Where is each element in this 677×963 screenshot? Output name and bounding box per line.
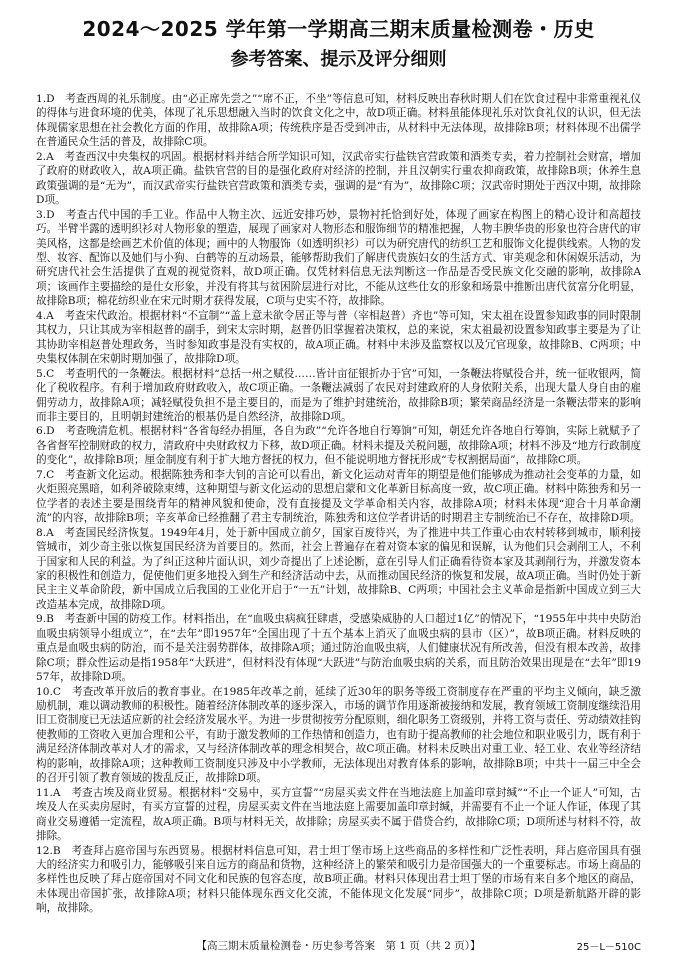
answer-number: 10.C [36, 685, 61, 698]
answer-item [36, 424, 641, 467]
answer-item [36, 150, 641, 208]
page-footer [0, 938, 677, 954]
answer-explanation: 考查国民经济恢复。1949年4月，处于新中国成立前夕，国家百废待兴，为了推进中共工作重心由农村转移到城市，顺利接管城市，刘少奇主张以恢复国民经济为首要目的。然而，社会上普遍存在着对资本家的偏见和误解，认为他们只会剥削工人，不利于国家和人民的利益。为了纠正这种片面认识，刘少奇提出了上述论断，意在引导人们正确看待资本家及其剥削行为，并激发资本家的积极性和创造力，促使他们更多地投入到生产和经济活动中去，从而推动国民经济的恢复和发展，故A项正确。当时仍处于新民主主义革命阶段，新中国成立后我国的工业化开启于“一五”计划，故排除B、C两项；中国社会主义革命是指新中国成立到三大改造基本完成，故排除D项。 [36, 526, 641, 611]
page-subtitle: 参考答案、提示及评分细则 [230, 49, 447, 70]
answer-item [36, 612, 641, 684]
footer-code: 25－L－510C [576, 942, 641, 953]
footer-page-info: 【高三期末质量检测卷・历史参考答案 第 1 页（共 2 页）】 [196, 940, 481, 952]
answer-number: 7.C [36, 468, 55, 481]
answer-explanation: 考查宋代政治。根据材料“不宣制”“盖上意未欲令居正等与普（宰相赵普）齐也”等可知，宋太祖在设置参知政事的同时限制其权力，只让其成为宰相赵普的副手，到宋太宗时期，赵普仍旧掌握着决策权，总的来说，宋太祖最初设置参知政事主要是为了让其协助宰相赵普处理政务，当时参知政事是没有实权的，故A项正确。材料中未涉及监察权以及冗官现象，故排除B、C两项；中央集权体制在宋朝时期加强了，故排除D项。 [36, 309, 641, 366]
answer-number: 6.D [36, 425, 55, 438]
answer-number: 5.C [36, 367, 55, 380]
answer-explanation: 考查西周的礼乐制度。由“必正席先尝之”“席不正，不坐”等信息可知，材料反映出春秋时期人们在饮食过程中非常重视礼仪的得体与进食环境的优美，体现了礼乐思想融入当时的饮食文化之中，故D项正确。材料虽能体现礼乐对饮食礼仪的认识，但无法体现儒家思想在社会教化方面的作用，故排除A项；传统秩序是否受到冲击，从材料中无法体现，故排除B项；材料体现不出儒学在普通民众生活的普及，故排除C项。 [36, 93, 641, 149]
page-title: 2024～2025 学年第一学期高三期末质量检测卷・历史 [82, 17, 595, 41]
answer-number: 1.D [36, 93, 55, 105]
answer-explanation: 考查古埃及商业贸易。根据材料“交易中，买方宣誓”“房屋买卖文件在当地法庭上加盖印章封缄”“不止一个证人”可知，古埃及人在买卖房屋时，有买方宣誓的过程，房屋买卖文件在当地法庭上需要加盖印章封缄，并需要有不止一个证人作证，体现了其商业交易遵循一定流程，故A项正确。B项与材料无关，故排除；房屋买卖不属于借贷合约，故排除C项；D项所述与材料不符，故排除。 [36, 786, 641, 843]
answer-item [36, 309, 641, 367]
answer-explanation: 考查拜占庭帝国与东西贸易。根据材料信息可知，君士坦丁堡市场上这些商品的多样性和广泛性表明，拜占庭帝国具有强大的经济实力和吸引力，能够吸引来自远方的商品和货物，这种经济上的繁荣和吸引力是帝国强大的一个重要标志。市场上商品的多样性也反映了拜占庭帝国对不同文化和民族的包容态度，故B项正确。材料只体现出君士坦丁堡的市场有来自多个地区的商品，未体现出帝国扩张，故排除A项；材料只能体现东西文化交流，不能体现文化发展“同步”，故排除C项；D项是新航路开辟的影响，故排除。 [36, 844, 641, 915]
answer-number: 2.A [36, 150, 54, 163]
answer-explanation: 考查改革开放后的教育事业。在1985年改革之前，延续了近30年的职务等级工资制度存在严重的平均主义倾向，缺乏激励机制，难以调动教师的积极性。随着经济体制改革的逐步深入，市场的调节作用逐渐被接纳和发展，教育领域工资制度继续沿用旧工资制度已无法适应新的社会经济发展水平。为进一步贯彻按劳分配原则，细化职务工资级别，并将工资与责任、劳动绩效挂钩使教师的工资收入更加合理和公平，有助于激发教师的工作热情和创造力，也有助于提高教师的社会地位和职业吸引力，既有利于满足经济体制改革对人才的需求，又与经济体制改革的理念相契合，故C项正确。材料未反映出对重工业、轻工业、农业等经济结构的影响，故排除A项；这种教师工资制度只涉及中小学教师，无法体现出对教育体系的影响，故排除B项；中共十一届三中全会的召开引领了教育领域的拨乱反正，故排除D项。 [36, 685, 641, 785]
answer-number: 9.B [36, 613, 54, 626]
answer-item [36, 468, 641, 526]
answer-number: 4.A [36, 309, 54, 322]
answer-explanation: 考查古代中国的手工业。作品中人物主次、远近安排巧妙，景物衬托恰到好处，体现了画家在构图上的精心设计和高超技巧。半臂半露的透明织衫对人物形象的塑造，展现了画家对人物形态和服饰细节的精准把握，人物丰腴华贵的形象也符合唐代的审美风格，这都是绘画艺术价值的体现；画中的人物服饰（如透明织衫）可以为研究唐代的纺织工艺和服饰文化提供线索。人物的发型、妆容、配饰以及她们与小狗、白鹤等的互动场景，能够帮助我们了解唐代贵族妇女的生活方式、审美观念和休闲娱乐活动，为研究唐代社会生活提供了直观的视觉资料，故D项正确。仅凭材料信息无法判断这一作品是否受民族文化交融的影响，故排除A项；该画作主要描绘的是仕女形象，并没有将其与贫困阶层进行对比，不能从这些仕女的形象和场景中推断出唐代贫富分化明显，故排除B项；棉花纺织业在宋元时期才获得发展，C项与史实不符，故排除。 [36, 208, 641, 308]
answer-item [36, 685, 641, 786]
answer-number: 11.A [36, 786, 61, 799]
answer-item [36, 92, 641, 150]
answer-item [36, 367, 641, 425]
answer-item [36, 844, 641, 916]
answer-explanation: 考查晚清危机。根据材料“各省每经办捐厘，各自为政”“允许各地自行筹饷”可知，朝廷允许各地自行筹饷，实际上就赋予了各省督军控制财政的权力，清政府中央财政权力下移，故D项正确。材料未提及关税问题，故排除A项；材料不涉及“地方行政制度的变化”，故排除B项；厘金制度有利于扩大地方督抚的权力，但不能说明地方督抚形成“专权割据局面”，故排除C项。 [36, 425, 641, 467]
answer-explanation: 考查新文化运动。根据陈独秀和李大钊的言论可以看出，新文化运动对青年的期望是他们能够成为推动社会变革的力量，如火炬照亮黑暗，如利斧破除束缚，这种期望与新文化运动的思想启蒙和文化革新目标高度一致，故C项正确。材料中陈独秀和另一位学者的表述主要是围绕青年的精神风貌和使命，没有直接提及文学革命相关内容，故排除A项；材料未体现“迎合十月革命潮流”的内容，故排除B项；辛亥革命已经推翻了君主专制统治，陈独秀和这位学者讲话的时期君主专制统治已不存在，故排除D项。 [36, 468, 641, 525]
answer-item [36, 786, 641, 844]
answer-explanation: 考查西汉中央集权的巩固。根据材料并结合所学知识可知，汉武帝实行盐铁官营政策和酒类专卖，着力控制社会财富，增加了政府的财政收入，故A项正确。盐铁官营的目的是强化政府对经济的控制，并且汉朝实行重农抑商政策，故排除B项；休养生息政策强调的是“无为”，而汉武帝实行盐铁官营政策和酒类专卖，强调的是“有为”，故排除C项；汉武帝时期处于西汉中期，故排除D项。 [36, 150, 641, 207]
answer-number: 3.D [36, 208, 55, 221]
answer-item [36, 208, 641, 309]
answer-number: 8.A [36, 526, 54, 539]
answer-explanation: 考查新中国的防疫工作。材料指出，在“血吸虫病疯狂肆虐，受感染威胁的人口超过1亿”的情况下，“1955年中共中央防治血吸虫病领导小组成立”，在“去年”即1957年“全国出现了十五个基本上消灭了血吸虫病的县市（区）”，故B项正确。材料反映的重点是血吸虫病的防治，而不是关注弱势群体，故排除A项；通过防治血吸虫病，人们健康状况有所改善，但没有根本改善，故排除C项；群众性运动是指1958年“大跃进”，但材料没有体现“大跃进”与防治血吸虫病的关系，而且防治效果出现是在“去年”即1957年，故排除D项。 [36, 613, 641, 684]
answer-item [36, 526, 641, 613]
answer-explanation: 考查明代的一条鞭法。根据材料“总括一州之赋役……皆计亩征银折办于官”可知，一条鞭法将赋役合并，统一征收银两，简化了税收程序。有利于增加政府财政收入，故C项正确。一条鞭法减弱了农民对封建政府的人身依附关系，出现大量人身自由的雇佣劳动力，故排除A项；减轻赋役负担不是主要目的，而是为了维护封建统治，故排除B项；繁荣商品经济是一条鞭法带来的影响而非主要目的，且明朝封建统治的根基仍是自然经济，故排除D项。 [36, 367, 641, 423]
answer-list [36, 92, 641, 930]
answer-number: 12.B [36, 844, 61, 857]
